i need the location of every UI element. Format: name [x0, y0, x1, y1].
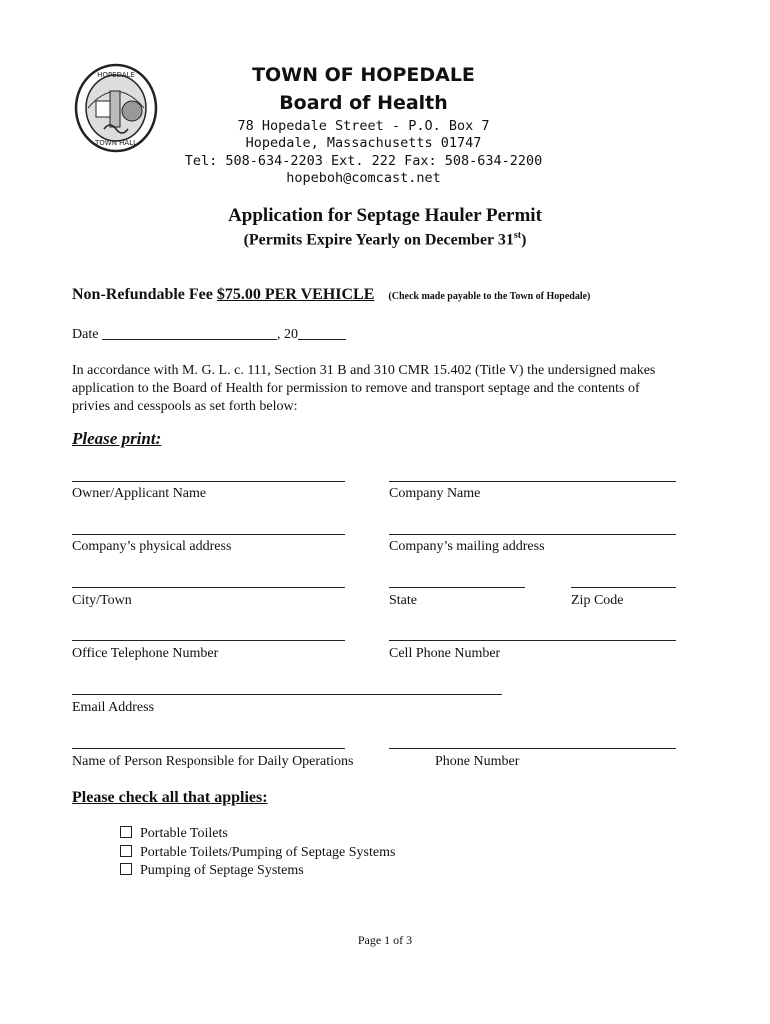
office-phone-field[interactable]	[72, 640, 345, 641]
state-label: State	[389, 593, 417, 608]
seal-text-top: HOPEDALE	[97, 71, 135, 79]
subtitle-suffix: )	[521, 231, 527, 249]
company-name-label: Company Name	[389, 486, 481, 501]
zip-field[interactable]	[571, 587, 676, 588]
physical-address-label: Company’s physical address	[72, 539, 232, 554]
subtitle-text: (Permits Expire Yearly on December 31	[243, 231, 514, 249]
owner-name-label: Owner/Applicant Name	[72, 486, 207, 501]
responsible-person-label: Name of Person Responsible for Daily Operations	[72, 754, 354, 769]
phone-fax: Tel: 508-634-2203 Ext. 222 Fax: 508-634-2200	[184, 153, 543, 169]
option-portable-toilets[interactable]	[120, 826, 228, 842]
email-label: Email Address	[72, 700, 155, 715]
street-address: 78 Hopedale Street - P.O. Box 7	[237, 118, 490, 134]
physical-address-field[interactable]	[72, 534, 345, 535]
option-label: Pumping of Septage Systems	[140, 863, 304, 878]
office-phone-label: Office Telephone Number	[72, 646, 219, 661]
page-number: Page 1 of 3	[357, 933, 413, 947]
city-address: Hopedale, Massachusetts 01747	[245, 135, 482, 151]
city-field[interactable]	[72, 587, 345, 588]
form-subtitle	[0, 230, 770, 249]
date-field[interactable]	[102, 327, 277, 340]
state-field[interactable]	[389, 587, 525, 588]
fee-note: (Check made payable to the Town of Hopedale)	[388, 291, 591, 302]
cell-phone-label: Cell Phone Number	[389, 646, 501, 661]
city-label: City/Town	[72, 593, 132, 608]
subtitle-sup: st	[513, 230, 522, 241]
town-name: TOWN OF HOPEDALE	[252, 64, 475, 86]
option-portable-toilets-pumping[interactable]	[120, 845, 395, 861]
option-label: Portable Toilets/Pumping of Septage Systems	[140, 845, 396, 860]
check-heading: Please check all that applies:	[72, 789, 268, 806]
please-print-heading: Please print:	[72, 429, 162, 448]
company-name-field[interactable]	[389, 481, 676, 482]
year-field[interactable]	[298, 327, 346, 340]
checkbox[interactable]	[120, 845, 132, 857]
intro-paragraph: In accordance with M. G. L. c. 111, Section 31 B and 310 CMR 15.402 (Title V) the undersigned makes application to the Board of Health for permission to remove and transport septage and the contents of privies and cesspools as set forth below:	[72, 363, 656, 414]
responsible-person-field[interactable]	[72, 748, 345, 749]
contact-email: hopeboh@comcast.net	[286, 170, 441, 186]
form-title: Application for Septage Hauler Permit	[228, 205, 542, 226]
date-row	[72, 327, 346, 343]
email-field[interactable]	[72, 694, 502, 695]
fee-line	[72, 286, 590, 304]
fee-label: Non-Refundable Fee	[72, 286, 217, 303]
option-label: Portable Toilets	[140, 826, 228, 841]
cell-phone-field[interactable]	[389, 640, 676, 641]
zip-label: Zip Code	[571, 593, 624, 608]
date-label: Date	[72, 327, 99, 342]
option-pumping-septage[interactable]	[120, 863, 304, 879]
mailing-address-label: Company’s mailing address	[389, 539, 545, 554]
checkbox[interactable]	[120, 826, 132, 838]
fee-amount: $75.00 PER VEHICLE	[216, 286, 375, 303]
responsible-phone-field[interactable]	[389, 748, 676, 749]
seal-text-bottom: TOWN HALL	[94, 139, 138, 147]
date-year-prefix: , 20	[276, 327, 298, 342]
board-name: Board of Health	[279, 92, 448, 114]
mailing-address-field[interactable]	[389, 534, 676, 535]
checkbox[interactable]	[120, 863, 132, 875]
owner-name-field[interactable]	[72, 481, 345, 482]
responsible-phone-label: Phone Number	[435, 754, 520, 769]
